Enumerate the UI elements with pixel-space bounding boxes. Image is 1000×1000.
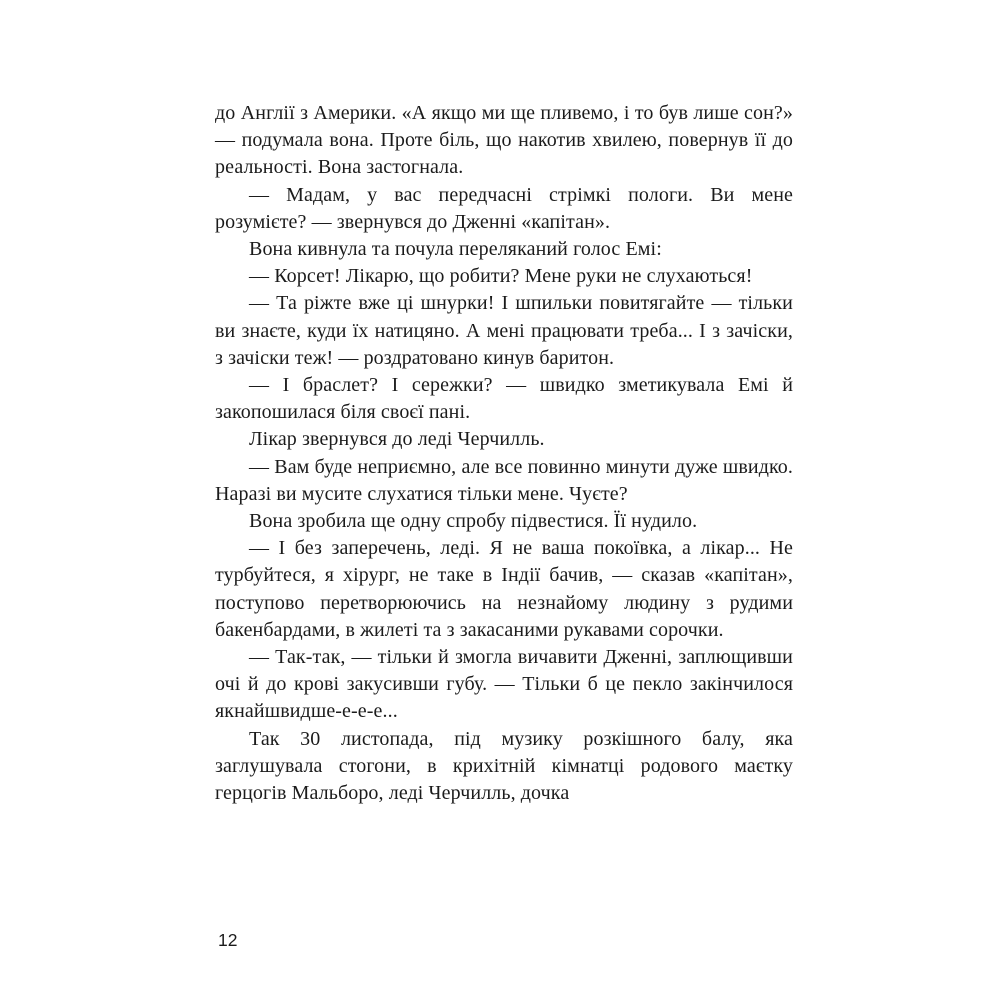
paragraph: — Та ріжте вже ці шнурки! І шпильки повитягайте — тільки ви знаєте, куди їх натицяно. А мені працювати треба... І з зачіски, з зачіски теж! — роздратовано кинув баритон.	[215, 292, 793, 369]
paragraph: Лікар звернувся до леді Черчилль.	[249, 428, 545, 451]
paragraph: — Так-так, — тільки й змогла вичавити Дженні, заплющивши очі й до крові закусивши губу. — Тільки б це пекло закінчилося якнайшвидше-е-е-е...	[215, 646, 793, 723]
paragraph: — Мадам, у вас передчасні стрімкі пологи. Ви мене розумієте? — звернувся до Дженні «капітан».	[215, 183, 793, 233]
paragraph: Вона кивнула та почула переляканий голос Емі:	[249, 238, 662, 261]
paragraph: до Англії з Америки. «А якщо ми ще пливемо, і то був лише сон?» — подумала вона. Проте біль, що накотив хвилею, повернув її до реальності. Вона застогнала.	[215, 102, 793, 179]
paragraph: — І без заперечень, леді. Я не ваша покоївка, а лікар... Не турбуйтеся, я хірург, не таке в Індії бачив, — сказав «капітан», поступово перетворюючись на незнайому людину з рудими бакенбардами, в жилеті та з закасаними рукавами сорочки.	[215, 537, 793, 641]
paragraph: Так 30 листопада, під музику розкішного балу, яка заглушувала стогони, в крихітній кімнатці родового маєтку герцогів Мальборо, леді Черчилль, дочка	[215, 727, 793, 805]
paragraph: — І браслет? І сережки? — швидко зметикувала Емі й закопошилася біля своєї пані.	[215, 374, 793, 424]
paragraph: — Корсет! Лікарю, що робити? Мене руки не слухаються!	[249, 265, 753, 288]
page-number: 12	[218, 930, 238, 950]
paragraph: Вона зробила ще одну спробу підвестися. Її нудило.	[249, 510, 698, 533]
text-block	[215, 100, 793, 807]
paragraph: — Вам буде неприємно, але все повинно минути дуже швидко. Наразі ви мусите слухатися тільки мене. Чуєте?	[215, 455, 793, 505]
